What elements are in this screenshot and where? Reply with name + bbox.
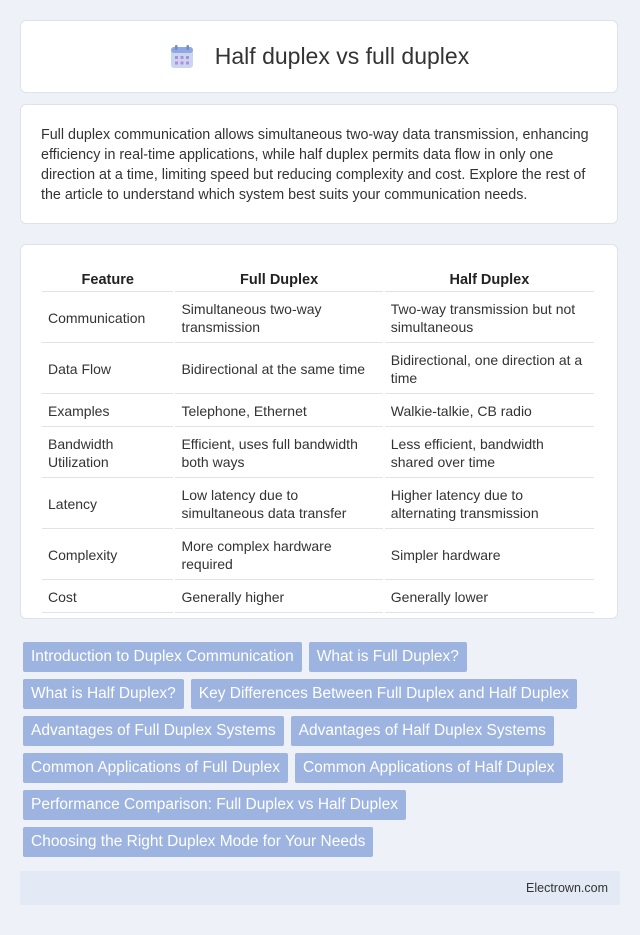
table-cell-full-duplex: Bidirectional at the same time xyxy=(175,345,382,394)
column-header-feature: Feature xyxy=(42,267,173,292)
calendar-grid-icon xyxy=(169,44,195,70)
intro-card xyxy=(20,104,618,224)
table-row xyxy=(42,480,594,529)
footer-site-name: Electrown.com xyxy=(526,881,608,895)
table-cell-feature: Latency xyxy=(42,480,173,529)
table-cell-feature: Communication xyxy=(42,294,173,343)
table-cell-half-duplex: Simpler hardware xyxy=(385,531,594,580)
table-cell-half-duplex: Generally lower xyxy=(385,582,594,613)
tag-link[interactable]: Choosing the Right Duplex Mode for Your Needs xyxy=(23,827,373,857)
table-cell-feature: Examples xyxy=(42,396,173,427)
tag-link[interactable]: Common Applications of Full Duplex xyxy=(23,753,288,783)
table-cell-half-duplex: Higher latency due to alternating transmission xyxy=(385,480,594,529)
table-cell-half-duplex: Walkie-talkie, CB radio xyxy=(385,396,594,427)
tag-link[interactable]: Common Applications of Half Duplex xyxy=(295,753,563,783)
tag-row xyxy=(20,790,620,820)
table-row xyxy=(42,294,594,343)
table-cell-half-duplex: Bidirectional, one direction at a time xyxy=(385,345,594,394)
table-cell-full-duplex: More complex hardware required xyxy=(175,531,382,580)
table-cell-feature: Cost xyxy=(42,582,173,613)
tag-link[interactable]: Advantages of Half Duplex Systems xyxy=(291,716,554,746)
table-row xyxy=(42,345,594,394)
table-row xyxy=(42,531,594,580)
footer xyxy=(20,871,620,905)
tag-link[interactable]: Advantages of Full Duplex Systems xyxy=(23,716,284,746)
table-row xyxy=(42,582,594,613)
table-cell-full-duplex: Telephone, Ethernet xyxy=(175,396,382,427)
comparison-table xyxy=(40,265,596,615)
tag-link[interactable]: Performance Comparison: Full Duplex vs Half Duplex xyxy=(23,790,406,820)
topic-tags xyxy=(20,642,620,864)
comparison-table-card xyxy=(20,244,618,619)
tag-row xyxy=(20,753,620,783)
tag-link[interactable]: Key Differences Between Full Duplex and Half Duplex xyxy=(191,679,577,709)
table-cell-half-duplex: Two-way transmission but not simultaneous xyxy=(385,294,594,343)
tag-row xyxy=(20,716,620,746)
table-cell-feature: Data Flow xyxy=(42,345,173,394)
page-title: Half duplex vs full duplex xyxy=(214,43,470,69)
table-row xyxy=(42,396,594,427)
table-cell-half-duplex: Less efficient, bandwidth shared over time xyxy=(385,429,594,478)
column-header-full-duplex: Full Duplex xyxy=(175,267,382,292)
tag-link[interactable]: Introduction to Duplex Communication xyxy=(23,642,302,672)
tag-row xyxy=(20,642,620,672)
tag-row xyxy=(20,827,620,857)
tag-link[interactable]: What is Full Duplex? xyxy=(309,642,467,672)
intro-paragraph: Full duplex communication allows simultaneous two-way data transmission, enhancing efficiency in real-time applications, while half duplex permits data flow in only one direction at a time, limiting speed but reducing complexity and cost. Explore the rest of the article to understand which system best suits your communication needs. xyxy=(41,127,589,203)
table-cell-feature: Complexity xyxy=(42,531,173,580)
table-cell-full-duplex: Low latency due to simultaneous data transfer xyxy=(175,480,382,529)
table-cell-full-duplex: Efficient, uses full bandwidth both ways xyxy=(175,429,382,478)
table-cell-feature: Bandwidth Utilization xyxy=(42,429,173,478)
tag-link[interactable]: What is Half Duplex? xyxy=(23,679,184,709)
title-card xyxy=(20,20,618,93)
table-row xyxy=(42,429,594,478)
tag-row xyxy=(20,679,620,709)
table-header-row xyxy=(42,267,594,292)
column-header-half-duplex: Half Duplex xyxy=(385,267,594,292)
table-cell-full-duplex: Generally higher xyxy=(175,582,382,613)
table-cell-full-duplex: Simultaneous two-way transmission xyxy=(175,294,382,343)
